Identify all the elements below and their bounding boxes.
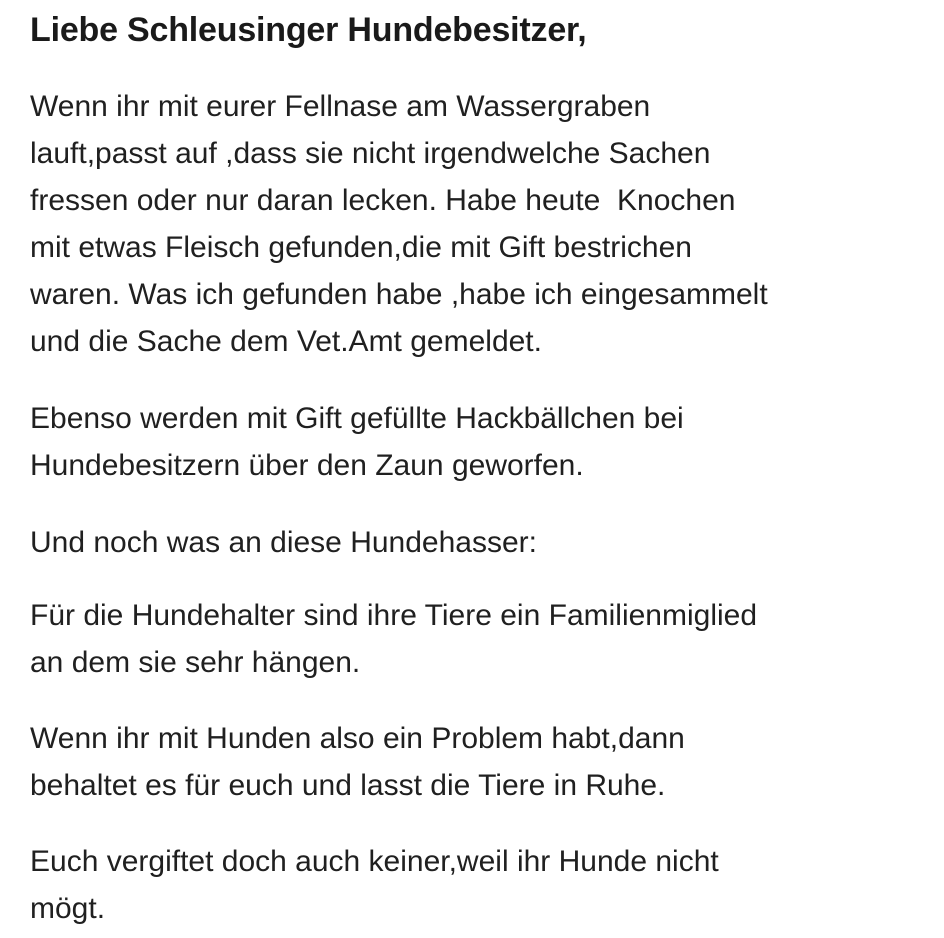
paragraph-leave-alone xyxy=(30,715,685,809)
text-line: Für die Hundehalter sind ihre Tiere ein Familienmiglied xyxy=(30,599,758,632)
text-line: lauft,passt auf ,dass sie nicht irgendwelche Sachen xyxy=(30,137,711,170)
text-line: Hundebesitzern über den Zaun geworfen. xyxy=(30,449,584,482)
paragraph-closing xyxy=(30,838,719,932)
text-line: mit etwas Fleisch gefunden,die mit Gift bestrichen xyxy=(30,231,692,264)
text-line: und die Sache dem Vet.Amt gemeldet. xyxy=(30,325,542,358)
post-title: Liebe Schleusinger Hundebesitzer, xyxy=(30,11,587,49)
text-line: Wenn ihr mit Hunden also ein Problem habt,dann xyxy=(30,722,685,755)
text-line: mögt. xyxy=(30,892,106,925)
text-line: fressen oder nur daran lecken. Habe heute Knochen xyxy=(30,184,736,217)
text-line: behaltet es für euch und lasst die Tiere in Ruhe. xyxy=(30,769,666,802)
paragraph-warning xyxy=(30,83,768,365)
text-line: Wenn ihr mit eurer Fellnase am Wassergraben xyxy=(30,90,651,123)
paragraph-meatballs xyxy=(30,395,684,489)
paragraph-family-member xyxy=(30,592,757,686)
text-line: waren. Was ich gefunden habe ,habe ich eingesammelt xyxy=(30,278,768,311)
text-line: Und noch was an diese Hundehasser: xyxy=(30,526,537,559)
post-body xyxy=(30,0,930,925)
text-line: an dem sie sehr hängen. xyxy=(30,646,361,679)
text-line: Euch vergiftet doch auch keiner,weil ihr Hunde nicht xyxy=(30,845,719,878)
text-line: Ebenso werden mit Gift gefüllte Hackbällchen bei xyxy=(30,402,684,435)
paragraph-address-haters xyxy=(30,519,537,566)
